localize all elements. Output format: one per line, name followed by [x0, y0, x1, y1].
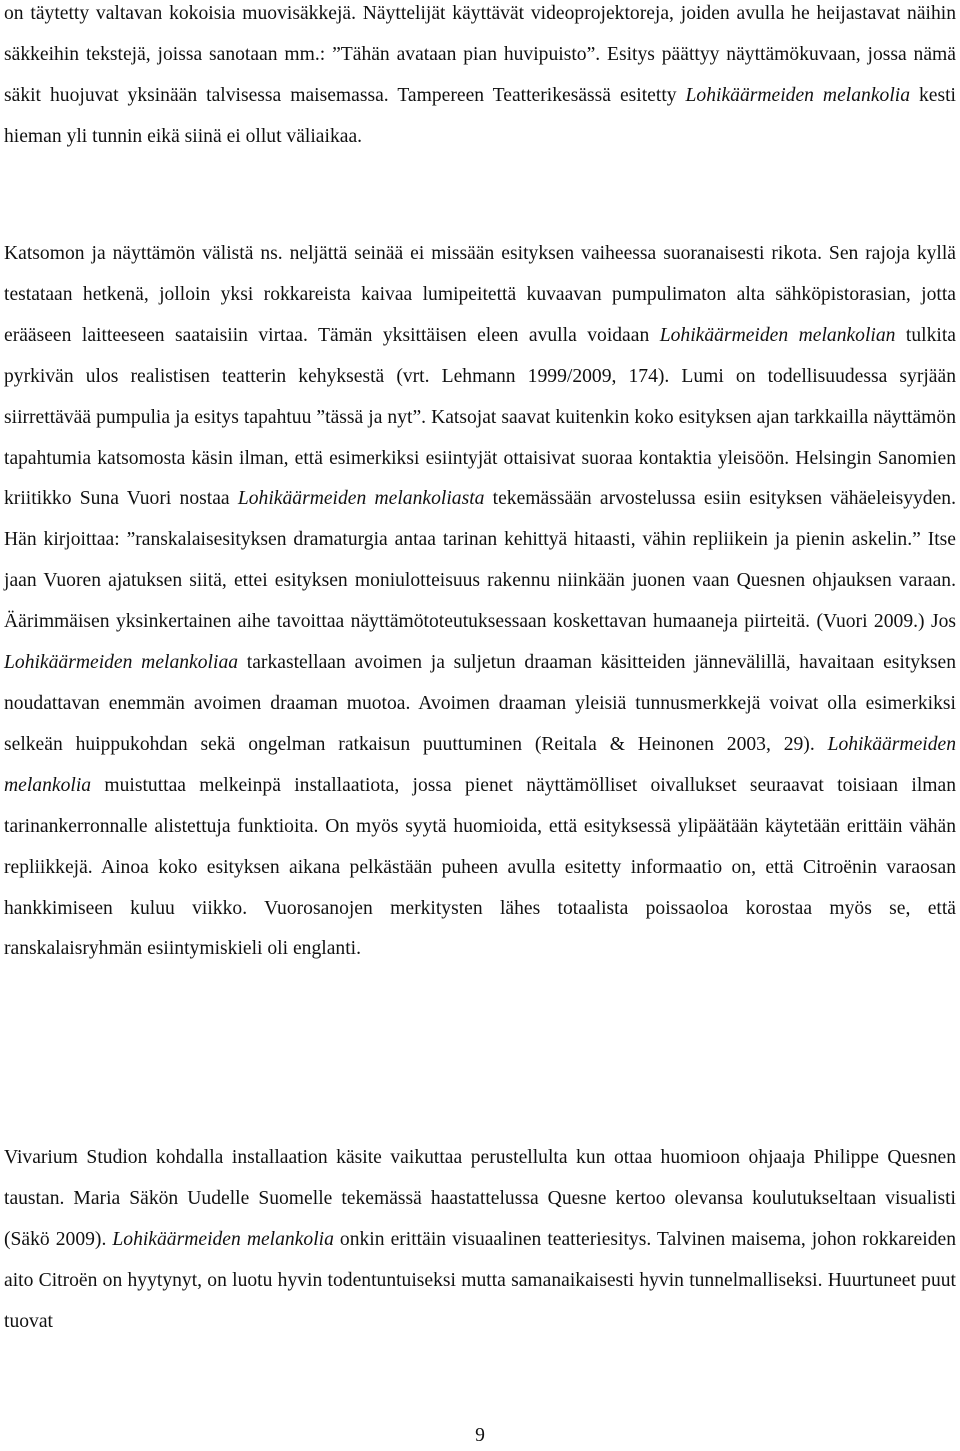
italic-title-text: Lohikäärmeiden melankolia	[112, 1228, 334, 1250]
paragraph	[4, 1138, 956, 1343]
paragraph-text: tulkita pyrkivän ulos realistisen teatterin kehyksestä (vrt. Lehmann 1999/2009, 174). Lumi on todellisuudessa syrjään siirrettävää pumpulia ja esitys tapahtuu ”tässä ja nyt”. Katsojat saavat kuitenkin koko esityksen ajan tarkkailla näyttämön tapahtumia katsomosta käsin ilman, että esimerkiksi esiintyjät ottaisivat suoraa kontaktia yleisöön. Helsingin Sanomien kriitikko Suna Vuori nostaa	[4, 324, 956, 510]
page-number: 9	[475, 1425, 485, 1446]
italic-title-text: Lohikäärmeiden melankoliasta	[237, 488, 485, 510]
italic-title-text: Lohikäärmeiden melankolian	[659, 324, 896, 346]
paragraph	[4, 0, 956, 158]
italic-title-text: Lohikäärmeiden melankolia	[685, 84, 910, 106]
paragraph-text: tekemässään arvostelussa esiin esityksen vähäeleisyyden. Hän kirjoittaa: ”ranskalaisesityksen dramaturgia antaa tarinan kehittyä hitaasti, vähin repliikein ja pienin askelin.” Itse jaan Vuoren ajatuksen siitä, ettei esityksen moniulotteisuus rakennu niinkään juonen vaan Quesnen ohjauksen varaan. Äärimmäisen yksinkertainen aihe tavoittaa näyttämötoteutuksessaan koskettavan humaaneja piirteitä. (Vuori 2009.) Jos	[4, 488, 956, 633]
italic-title-text: Lohikäärmeiden melankoliaa	[4, 652, 239, 674]
paragraph-text: Vivarium Studion kohdalla installaation käsite vaikuttaa perustellulta kun ottaa huomioon ohjaaja Philippe Quesnen taustan. Maria Säkön Uudelle Suomelle tekemässä haastattelussa Quesne kertoo olevansa koulutukseltaan visualisti (Säkö 2009).	[4, 1147, 956, 1250]
paragraph	[4, 234, 956, 970]
paragraph-text: kesti hieman yli tunnin eikä siinä ei ollut väliaikaa.	[4, 84, 956, 147]
italic-title-text: Lohikäärmeiden melankolia	[4, 733, 956, 796]
paragraph-text: muistuttaa melkeinpä installaatiota, jossa pienet näyttämölliset oivallukset seuraavat toisiaan ilman tarinankerronnalle alistettuja funktioita. On myös syytä huomioida, että esityksessä ylipäätään käytetään erittäin vähän repliikkejä. Ainoa koko esityksen aikana pelkästään puheen avulla esitetty informaatio on, että Citroënin varaosan hankkimiseen kuluu viikko. Vuorosanojen merkitysten lähes totaalista poissaoloa korostaa myös se, että ranskalaisryhmän esiintymiskieli oli englanti.	[4, 774, 956, 960]
paragraph-text: Katsomon ja näyttämön välistä ns. neljättä seinää ei missään esityksen vaiheessa suoranaisesti rikota. Sen rajoja kyllä testataan hetkenä, jolloin yksi rokkareista kaivaa lumipeitettä kuvaavan pumpulimaton alta sähköpistorasian, jotta erääseen laitteeseen saataisiin virtaa. Tämän yksittäisen eleen avulla voidaan	[4, 243, 956, 346]
paragraph-text: on täytetty valtavan kokoisia muovisäkkejä. Näyttelijät käyttävät videoprojektoreja, joiden avulla he heijastavat näihin säkkeihin tekstejä, joissa sanotaan mm.: ”Tähän avataan pian huvipuisto”. Esitys päättyy näyttämökuvaan, jossa nämä säkit huojuvat yksinään talvisessa maisemassa. Tampereen Teatterikesässä esitetty	[4, 3, 956, 106]
paragraph-text: tarkastellaan avoimen ja suljetun draaman käsitteiden jännevälillä, havaitaan esityksen noudattavan enemmän avoimen draaman muotoa. Avoimen draaman yleisiä tunnusmerkkejä voivat olla esimerkiksi selkeän huippukohdan sekä ongelman ratkaisun puuttuminen (Reitala & Heinonen 2003, 29).	[4, 652, 956, 755]
paragraph-text: onkin erittäin visuaalinen teatteriesitys. Talvinen maisema, johon rokkareiden aito Citroën on hyytynyt, on luotu hyvin todentuntuiseksi mutta samanaikaisesti hyvin tunnelmalliseksi. Huurtuneet puut tuovat	[4, 1228, 956, 1332]
